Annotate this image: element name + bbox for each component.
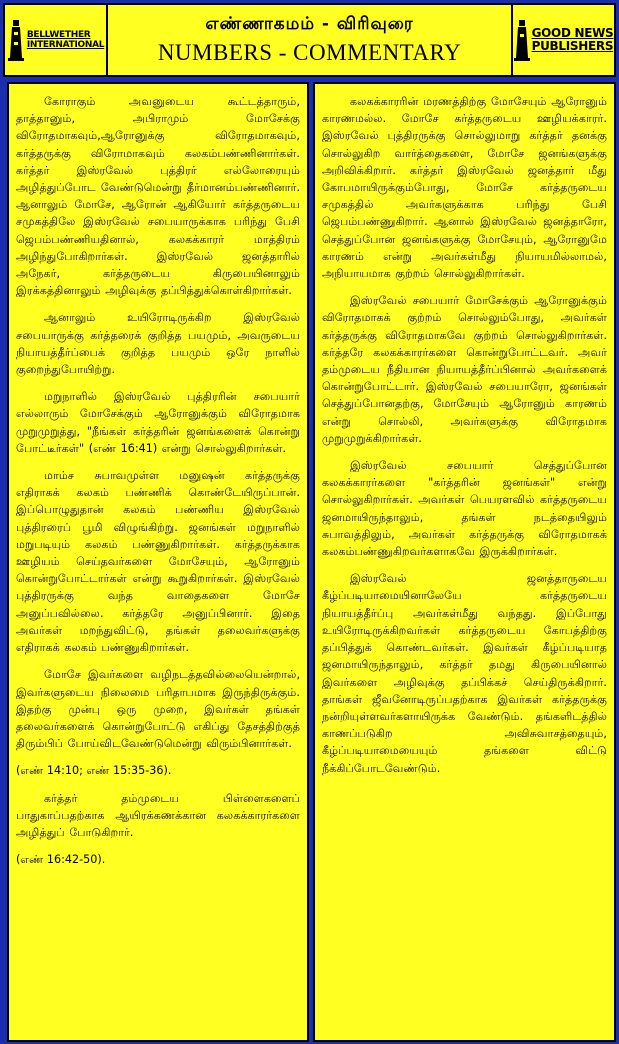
left-column [7,82,309,1042]
bellwether-logo [5,5,108,75]
right-logo-line2: PUBLISHERS [531,39,614,53]
commentary-paragraph: கலகக்காரரின் மரணத்திற்கு மோசேயும் ஆரோனும் காரணமல்ல. மோசே கர்த்தருடைய ஊழியக்காரர். இஸ்ரவேல் புத்திரருக்கு சொல்லுமாறு கர்த்தர் தனக்கு சொல்லுகிற வார்த்தைகளை, மோசே ஜனங்களுக்கு அறிவிக்கிறார். கர்த்தர் இஸ்ரவேல் ஜனத்தார் மீது கோபமாயிருக்கும்போது, மோசே கர்த்தருடைய சமுகத்தில் அவர்களுக்காக பரிந்து பேசி ஜெபம்பண்ணுகிறார். ஆனால் இஸ்ரவேல் ஜனத்தாரோ, செத்துப்போன ஜனங்களுக்கு மோசேயும், ஆரோனுமே காரணம் என்று அவர்கள்மீது நியாயமில்லாமல், அநியாயமாக குற்றம் சொல்லுகிறார்கள். [322,95,607,281]
commentary-paragraph: இஸ்ரவேல் ஜனத்தாருடைய கீழ்ப்படியாமையினாலேயே கர்த்தருடைய நியாயத்தீர்ப்பு அவர்கள்மீது வந்தது. இப்போது உயிரோடிருக்கிறவர்கள் கர்த்தருடைய கோபத்திற்கு தப்பித்துக் கொண்டவர்கள். இவர்கள் கீழ்ப்படியாத ஜனமாயிருந்தாலும், கர்த்தர் தமது கிருபையினால் இவர்களை அழிவுக்கு தப்பிக்கச் செய்திருக்கிறார். தாங்கள் ஜீவனோடிருப்பதற்காக இவர்கள் கர்த்தருக்கு நன்றியுள்ளவர்களாயிருக்க வேண்டும். தங்களிடத்தில் காணப்படுகிற அவிசுவாசத்தையும், கீழ்ப்படியாமையையும் தங்களை விட்டு நீக்கிப்போடவேண்டும். [322,572,607,775]
page-title-tamil: எண்ணாகமம் - விரிவுரை [205,14,414,34]
page-title-english: NUMBERS - COMMENTARY [157,40,462,65]
lighthouse-icon [7,18,25,62]
commentary-paragraph: இஸ்ரவேல் சபையார் செத்துப்போன கலகக்காரர்களை "கர்த்தரின் ஜனங்கள்" என்று சொல்லுகிறார்கள். அவர்கள் பெயரளவில் கர்த்தருடைய ஜனமாயிருந்தாலும், தங்கள் நடத்தையிலும் சுபாவத்திலும், அவர்கள் கர்த்தருக்கு விரோதமாகக் கலகம்பண்ணுகிறவர்களாகவே இருக்கிறார்கள். [322,459,607,559]
left-logo-line2: INTERNATIONAL [26,40,105,50]
good-news-logo [511,5,614,75]
scripture-reference: (எண் 14:10; எண் 15:35-36). [16,764,172,778]
title-block [113,5,506,75]
right-logo-line1: GOOD NEWS [531,26,614,40]
lighthouse-icon [514,18,530,62]
left-logo-line1: BELLWETHER [26,30,91,40]
commentary-paragraph: ஆனாலும் உயிரோடிருக்கிற இஸ்ரவேல் சபையாருக்கு கர்த்தரைக் குறித்த பயமும், அவருடைய நியாயத்தீர்ப்பைக் குறித்த பயமும் ஒரே நாளில் குறைந்துபோயிற்று. [16,311,300,377]
commentary-paragraph: மறுநாளில் இஸ்ரவேல் புத்திரரின் சபையார் எல்லாரும் மோசேக்கும் ஆரோனுக்கும் விரோதமாக முறுமுறுத்து, "நீங்கள் கர்த்தரின் ஜனங்களைக் கொன்று போட்டீர்கள்" (எண் 16:41) என்று சொல்லுகிறார்கள். [16,390,300,455]
commentary-paragraph: மோசே இவர்களை வழிநடத்தவில்லையென்றால், இவர்களுடைய நிலைமை பரிதாபமாக இருந்திருக்கும். இதற்கு முன்பு ஒரு முறை, இவர்கள் தங்கள் தலைவர்களைக் கொன்றுபோட்டு எகிப்து தேசத்திற்குத் திரும்பிப் போய்விடவேண்டுமென்று விரும்பினார்கள். [16,668,300,751]
header-banner [3,3,616,77]
commentary-paragraph: இஸ்ரவேல் சபையார் மோசேக்கும் ஆரோனுக்கும் விரோதமாகக் குற்றம் சொல்லும்போது, அவர்கள் கர்த்தருக்கு விரோதமாகவே குற்றம் சொல்லுகிறார்கள். கர்த்தரே கலகக்காரர்களை கொன்றுபோட்டவர். அவர் தம்முடைய நீதியான நியாயத்தீர்ப்பினால் அவர்களைக் கொன்றுபோட்டார். இஸ்ரவேல் சபையாரோ, ஜனங்கள் செத்துப்போனதற்கு, மோசேயும் ஆரோனும் காரணம் என்று சொல்லி, அவர்களுக்கு விரோதமாக முறுமுறுக்கிறார்கள். [322,294,607,445]
commentary-paragraph: கர்த்தர் தம்முடைய பிள்ளைகளைப் பாதுகாப்பதற்காக ஆயிரக்கணக்கான கலகக்காரர்களை அழித்துப் போடுகிறார். [16,791,300,839]
scripture-reference: (எண் 16:42-50). [16,853,106,867]
right-column [313,82,616,1042]
commentary-paragraph: கோராகும் அவனுடைய கூட்டத்தாரும், தாத்தானும், அபிராமும் மோசேக்கு விரோதமாகவும்,ஆரோனுக்கு விரோதமாகவும், கர்த்தருக்கு விரோமாகவும் கலகம்பண்ணினார்கள். கர்த்தர் இஸ்ரவேல் புத்திரர் எல்லோரையும் அழித்துப்போட வேண்டுமென்று தீர்மானம்பண்ணினார். ஆனாலும் மோசே, ஆரோன் ஆகியோர் கர்த்தருடைய சமுகத்திலே இஸ்ரவேல் சபையாருக்காக பரிந்து பேசி ஜெபம்பண்ணியதினால், கலகக்காரர் மாத்திரம் அழிந்துபோகிறார்கள். இஸ்ரவேல் ஜனத்தாரில் அநேகர், கர்த்தருடைய கிருபையினாலும் இரக்கத்தினாலும் அழிவுக்கு தப்பித்துக்கொள்கிறார்கள். [16,95,300,298]
commentary-paragraph: மாம்ச சுபாவமுள்ள மனுஷன் கர்த்தருக்கு எதிராகக் கலகம் பண்ணிக் கொண்டேயிருப்பான். இப்பொழுதுதான் கலகம் பண்ணிய இஸ்ரவேல் புத்திரரைப் பூமி விழுங்கிற்று. ஜனங்கள் மறுநாளில் மறுபடியும் கலகம் பண்ணுகிறார்கள். கர்த்தருக்காக ஊழியம் செய்தவர்களை மோசேயும், ஆரோனும் கொன்றுபோட்டார்கள் என்று கூறுகிறார்கள். இஸ்ரவேல் புத்திரருக்கு வந்த வாதைகளை மோசே அனுப்பவில்லை. கர்த்தரே அனுப்பினார். இதை அவர்கள் மறந்துவிட்டு, தங்கள் தலைவர்களுக்கு எதிராகக் கலகம் பண்ணுகிறார்கள். [16,469,300,655]
